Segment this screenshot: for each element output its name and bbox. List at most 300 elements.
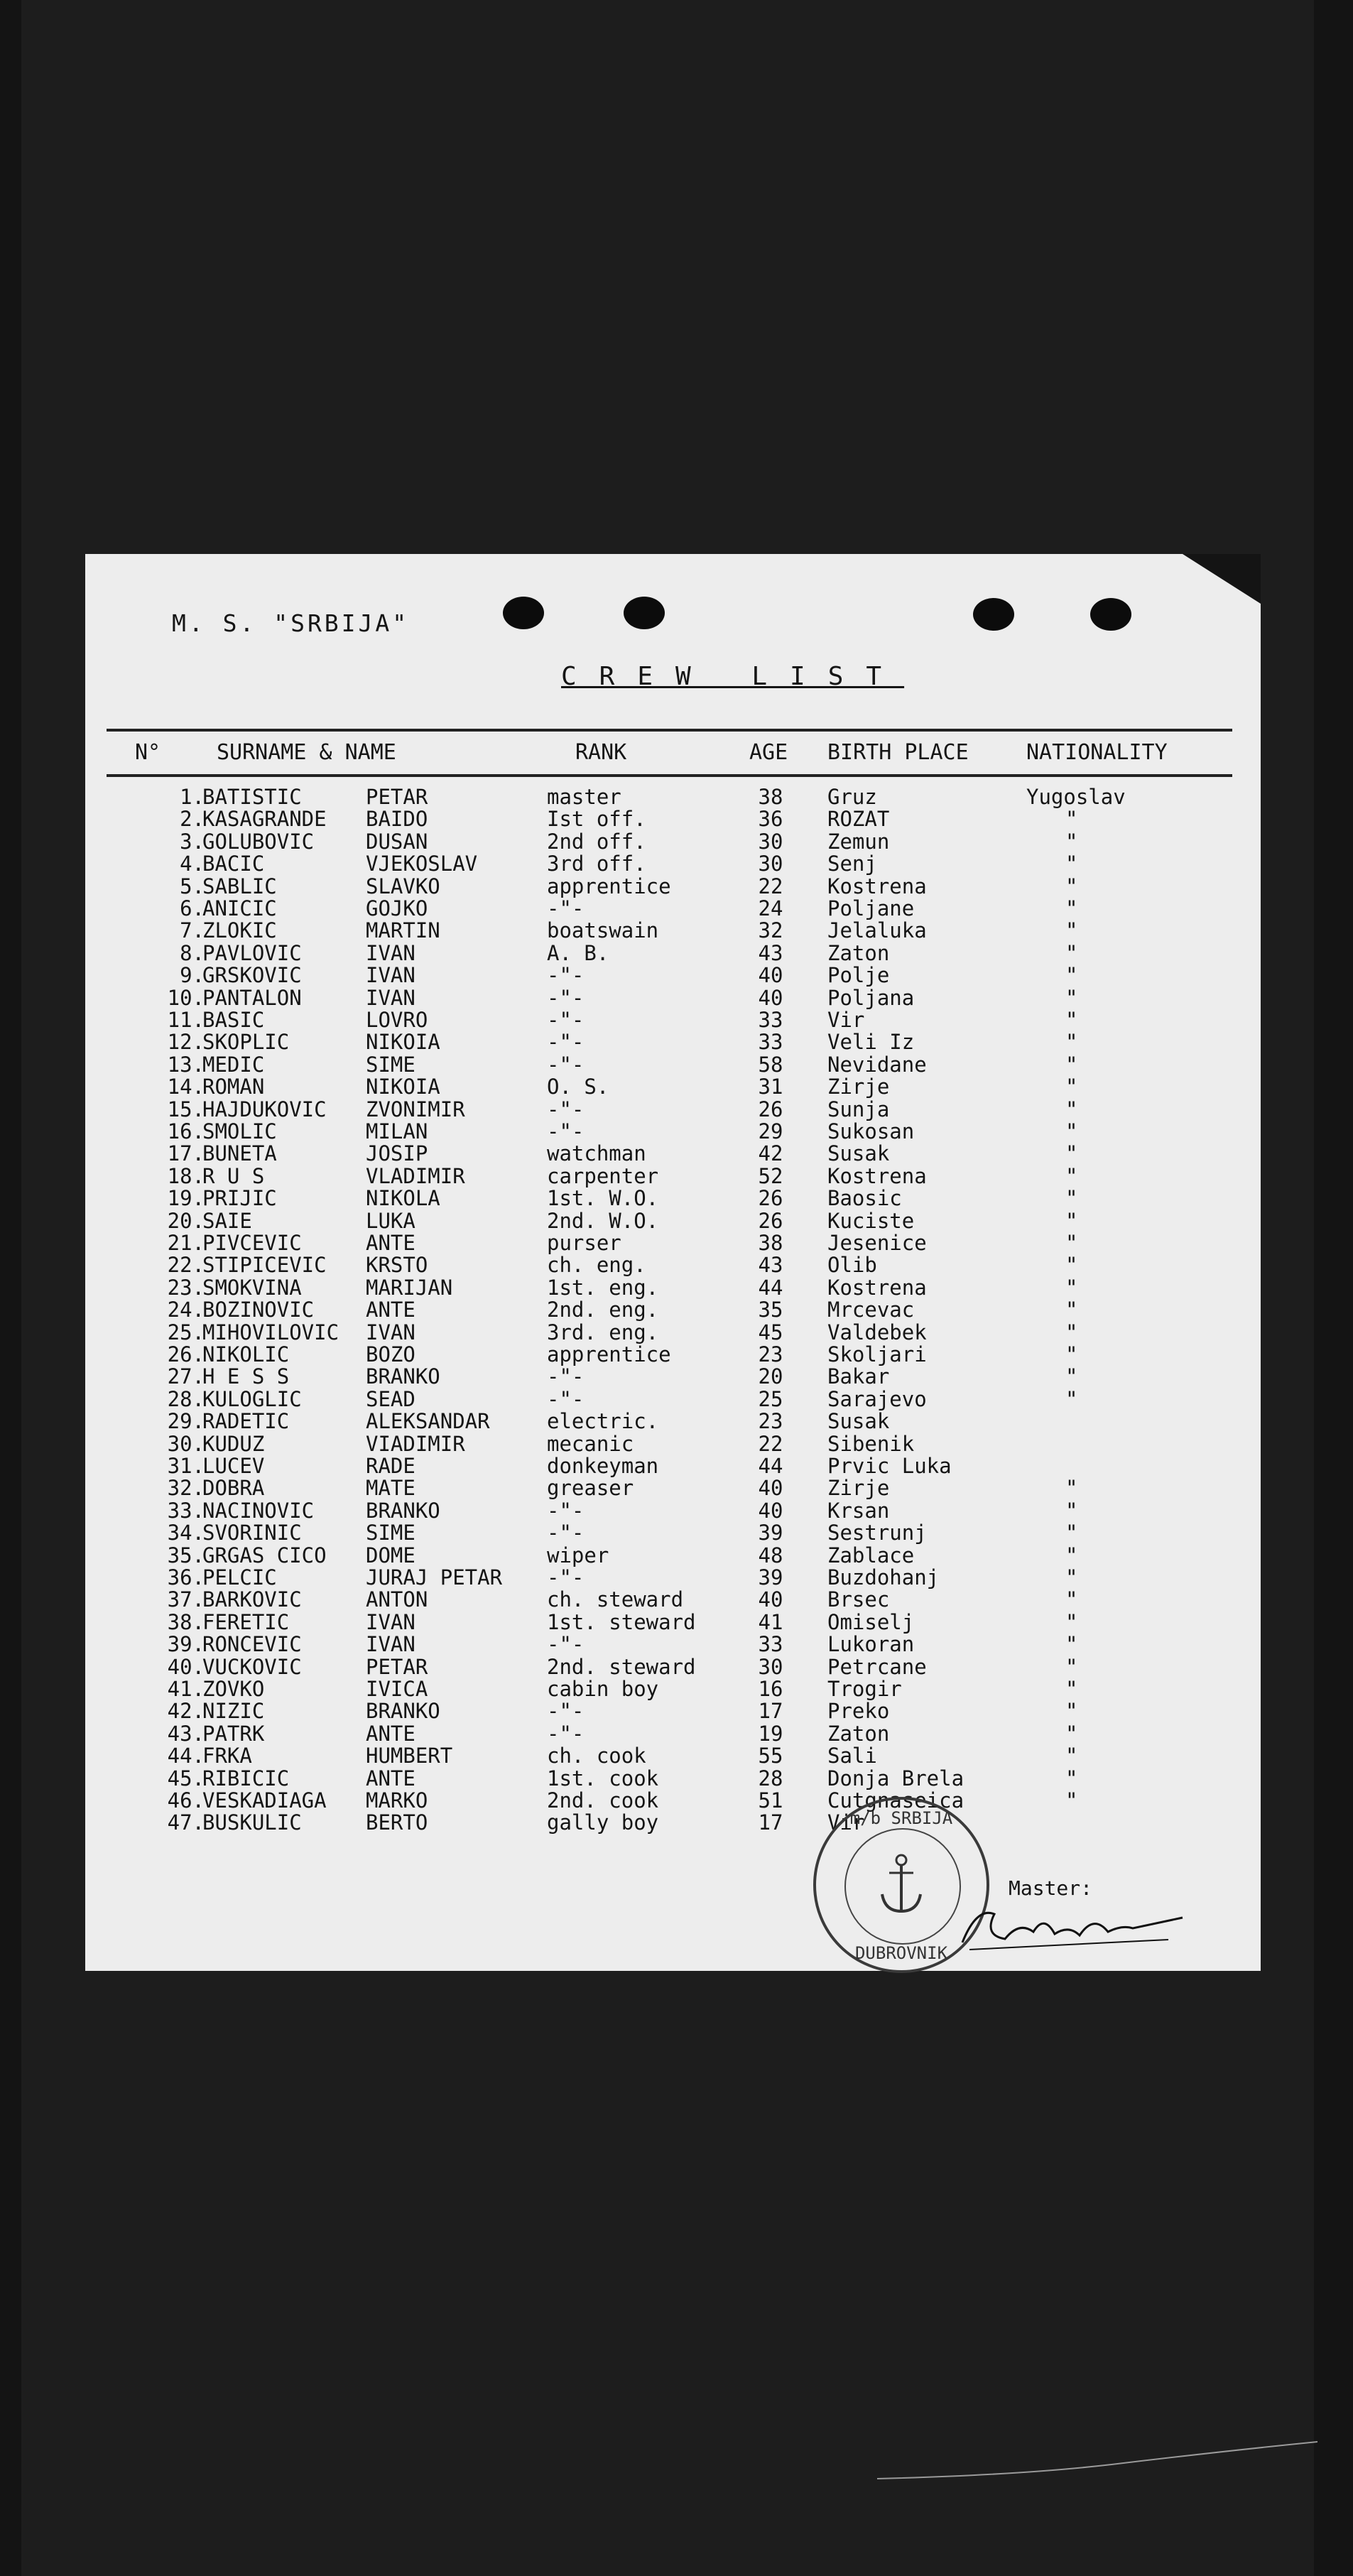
crew-row: [85, 1565, 1261, 1587]
crew-name: DOME: [366, 1543, 415, 1567]
crew-row: [85, 1788, 1261, 1813]
crew-age: 33: [758, 1008, 783, 1032]
crew-age: 30: [758, 1654, 783, 1679]
crew-number: 7.: [180, 918, 205, 943]
crew-number: 4.: [180, 852, 205, 876]
crew-name: ANTE: [366, 1721, 415, 1746]
crew-age: 42: [758, 1141, 783, 1166]
crew-number: 6.: [180, 896, 205, 920]
crew-rank: boatswain: [547, 918, 659, 943]
crew-birth-place: Jelaluka: [827, 918, 927, 943]
crew-name: VLADIMIR: [366, 1163, 465, 1188]
crew-name: GOJKO: [366, 896, 428, 920]
crew-row: [85, 918, 1261, 943]
crew-rank: cabin boy: [547, 1677, 659, 1701]
crew-surname: GOLUBOVIC: [202, 829, 315, 854]
crew-number: 31.: [167, 1454, 205, 1478]
crew-row: [85, 1141, 1261, 1166]
crew-age: 39: [758, 1521, 783, 1545]
crew-birth-place: Bakar: [827, 1364, 890, 1389]
crew-name: IVAN: [366, 963, 415, 988]
crew-age: 26: [758, 1208, 783, 1233]
crew-row: [85, 830, 1261, 852]
crew-nationality: ": [1065, 1030, 1078, 1055]
crew-name: MARKO: [366, 1788, 428, 1813]
crew-birth-place: Sunja: [827, 1097, 890, 1121]
crew-name: ZVONIMIR: [366, 1097, 465, 1121]
crew-row: [85, 1008, 1261, 1030]
crew-surname: SMOKVINA: [202, 1275, 302, 1300]
crew-rank: Ist off.: [547, 807, 646, 832]
crew-birth-place: Kostrena: [827, 874, 927, 898]
crew-rank: -"-: [547, 1565, 585, 1589]
crew-birth-place: Veli Iz: [827, 1030, 915, 1055]
crew-surname: PRIJIC: [202, 1186, 277, 1211]
crew-number: 44.: [167, 1744, 205, 1768]
crew-nationality: ": [1065, 1543, 1078, 1567]
crew-birth-place: Skoljari: [827, 1342, 927, 1366]
crew-birth-place: Donja Brela: [827, 1766, 965, 1790]
crew-surname: DOBRA: [202, 1476, 265, 1501]
crew-number: 39.: [167, 1632, 205, 1657]
crew-birth-place: Valdebek: [827, 1320, 927, 1344]
crew-age: 26: [758, 1097, 783, 1121]
crew-number: 3.: [180, 829, 205, 854]
crew-age: 30: [758, 829, 783, 854]
crew-row: [85, 874, 1261, 896]
crew-row: [85, 1454, 1261, 1476]
crew-row: [85, 1053, 1261, 1075]
crew-nationality: ": [1065, 1476, 1078, 1501]
crew-rank: 2nd off.: [547, 829, 646, 854]
crew-surname: RONCEVIC: [202, 1632, 302, 1657]
crew-rank: 3rd. eng.: [547, 1320, 659, 1344]
crew-surname: H E S S: [202, 1364, 290, 1389]
crew-name: ANTE: [366, 1766, 415, 1790]
crew-nationality: ": [1065, 1766, 1078, 1790]
crew-birth-place: Cutgnaseica: [827, 1788, 965, 1813]
crew-rank: apprentice: [547, 874, 671, 898]
header-rule-top: [107, 729, 1232, 732]
crew-surname: ANICIC: [202, 896, 277, 920]
crew-rank: master: [547, 785, 621, 809]
crew-surname: PATRK: [202, 1721, 265, 1746]
crew-birth-place: Zablace: [827, 1543, 915, 1567]
crew-rank: -"-: [547, 963, 585, 988]
crew-nationality: ": [1065, 1721, 1078, 1746]
crew-surname: NIZIC: [202, 1699, 265, 1724]
crew-number: 13.: [167, 1052, 205, 1077]
crew-number: 10.: [167, 985, 205, 1010]
crew-surname: BACIC: [202, 852, 265, 876]
crew-nationality: ": [1065, 1632, 1078, 1657]
crew-rank: 2nd. eng.: [547, 1298, 659, 1322]
crew-birth-place: Mrcevac: [827, 1298, 915, 1322]
crew-surname: KUDUZ: [202, 1431, 265, 1456]
crew-number: 33.: [167, 1498, 205, 1523]
crew-name: RADE: [366, 1454, 415, 1478]
crew-birth-place: Zirje: [827, 1075, 890, 1099]
crew-nationality: ": [1065, 1364, 1078, 1389]
crew-number: 42.: [167, 1699, 205, 1724]
crew-number: 20.: [167, 1208, 205, 1233]
crew-row: [85, 1186, 1261, 1211]
crew-row: [85, 1231, 1261, 1253]
crew-number: 29.: [167, 1409, 205, 1434]
crew-number: 28.: [167, 1386, 205, 1411]
crew-birth-place: Omiselj: [827, 1609, 915, 1634]
crew-name: PETAR: [366, 1654, 428, 1679]
crew-row: [85, 1677, 1261, 1699]
crew-birth-place: ROZAT: [827, 807, 890, 832]
crew-number: 5.: [180, 874, 205, 898]
crew-rank: -"-: [547, 985, 585, 1010]
crew-name: ALEKSANDAR: [366, 1409, 490, 1434]
crew-age: 43: [758, 1253, 783, 1278]
crew-age: 44: [758, 1275, 783, 1300]
crew-surname: ZLOKIC: [202, 918, 277, 943]
crew-rank: 2nd. cook: [547, 1788, 659, 1813]
crew-birth-place: Kuciste: [827, 1208, 915, 1233]
crew-birth-place: Vir: [827, 1810, 865, 1835]
crew-birth-place: Preko: [827, 1699, 890, 1724]
crew-age: 20: [758, 1364, 783, 1389]
crew-nationality: ": [1065, 1208, 1078, 1233]
crew-name: IVAN: [366, 940, 415, 965]
crew-surname: GRGAS CICO: [202, 1543, 327, 1567]
crew-surname: SMOLIC: [202, 1119, 277, 1143]
crew-name: MARTIN: [366, 918, 440, 943]
crew-name: BRANKO: [366, 1498, 440, 1523]
crew-name: JURAJ PETAR: [366, 1565, 503, 1589]
crew-age: 24: [758, 896, 783, 920]
crew-age: 40: [758, 1498, 783, 1523]
crew-birth-place: Sali: [827, 1744, 877, 1768]
crew-row: [85, 1097, 1261, 1119]
crew-row: [85, 1632, 1261, 1657]
crew-row: [85, 1209, 1261, 1231]
crew-name: IVAN: [366, 985, 415, 1010]
crew-rank: 3rd off.: [547, 852, 646, 876]
crew-age: 17: [758, 1810, 783, 1835]
crew-row: [85, 896, 1261, 918]
crew-surname: LUCEV: [202, 1454, 265, 1478]
crew-number: 43.: [167, 1721, 205, 1746]
crew-birth-place: Nevidane: [827, 1052, 927, 1077]
crew-name: BAIDO: [366, 807, 428, 832]
crew-birth-place: Sibenik: [827, 1431, 915, 1456]
crew-number: 34.: [167, 1521, 205, 1545]
crew-rank: mecanic: [547, 1431, 634, 1456]
crew-nationality: ": [1065, 1275, 1078, 1300]
crew-rank: -"-: [547, 1364, 585, 1389]
crew-number: 40.: [167, 1654, 205, 1679]
crew-row: [85, 941, 1261, 963]
crew-nationality: ": [1065, 1609, 1078, 1634]
crew-surname: MIHOVILOVIC: [202, 1320, 339, 1344]
header-birth-place: BIRTH PLACE: [827, 740, 969, 765]
stamp-top-text: m/b SRBIJA: [849, 1808, 953, 1828]
crew-rank: -"-: [547, 1052, 585, 1077]
crew-rank: watchman: [547, 1141, 646, 1166]
crew-row: [85, 1699, 1261, 1724]
crew-nationality: ": [1065, 1699, 1078, 1724]
header-rank: RANK: [575, 740, 627, 765]
crew-name: MILAN: [366, 1119, 428, 1143]
crew-name: DUSAN: [366, 829, 428, 854]
crew-row: [85, 1119, 1261, 1141]
crew-rank: 1st. W.O.: [547, 1186, 659, 1211]
crew-row: [85, 1810, 1261, 1835]
crew-surname: KASAGRANDE: [202, 807, 327, 832]
crew-surname: SAIE: [202, 1208, 252, 1233]
crew-age: 51: [758, 1788, 783, 1813]
crew-age: 39: [758, 1565, 783, 1589]
crew-birth-place: Buzdohanj: [827, 1565, 940, 1589]
punch-hole: [503, 597, 544, 629]
crew-age: 22: [758, 1431, 783, 1456]
crew-surname: STIPICEVIC: [202, 1253, 327, 1278]
crew-surname: R U S: [202, 1163, 265, 1188]
crew-row: [85, 1587, 1261, 1612]
crew-rank: -"-: [547, 1521, 585, 1545]
crew-surname: BUSKULIC: [202, 1810, 302, 1835]
crew-nationality: ": [1065, 1498, 1078, 1523]
crew-rank: 2nd. steward: [547, 1654, 696, 1679]
crew-rank: 1st. eng.: [547, 1275, 659, 1300]
crew-rank: 1st. steward: [547, 1609, 696, 1634]
crew-row: [85, 852, 1261, 874]
crew-surname: ZOVKO: [202, 1677, 265, 1701]
crew-number: 37.: [167, 1587, 205, 1612]
master-signature: [955, 1893, 1190, 1957]
crew-name: NIKOIA: [366, 1075, 440, 1099]
crew-number: 9.: [180, 963, 205, 988]
crew-name: ANTE: [366, 1298, 415, 1322]
crew-surname: FERETIC: [202, 1609, 290, 1634]
crew-rank: -"-: [547, 1386, 585, 1411]
header-rule-bottom: [107, 774, 1232, 777]
crew-rank: -"-: [547, 1699, 585, 1724]
crew-rank: -"-: [547, 1721, 585, 1746]
crew-nationality: ": [1065, 1097, 1078, 1121]
crew-nationality: ": [1065, 807, 1078, 832]
crew-number: 17.: [167, 1141, 205, 1166]
crew-age: 44: [758, 1454, 783, 1478]
scanner-scratch: [877, 2436, 1317, 2486]
crew-number: 46.: [167, 1788, 205, 1813]
crew-number: 30.: [167, 1431, 205, 1456]
crew-number: 12.: [167, 1030, 205, 1055]
crew-rank: -"-: [547, 1008, 585, 1032]
crew-row: [85, 1030, 1261, 1055]
crew-surname: ROMAN: [202, 1075, 265, 1099]
crew-surname: GRSKOVIC: [202, 963, 302, 988]
crew-name: BRANKO: [366, 1364, 440, 1389]
punch-hole: [973, 598, 1014, 631]
crew-surname: VUCKOVIC: [202, 1654, 302, 1679]
crew-birth-place: Vir: [827, 1008, 865, 1032]
crew-nationality: ": [1065, 1186, 1078, 1211]
crew-rank: apprentice: [547, 1342, 671, 1366]
crew-surname: SVORINIC: [202, 1521, 302, 1545]
crew-age: 19: [758, 1721, 783, 1746]
crew-age: 40: [758, 985, 783, 1010]
crew-row: [85, 1610, 1261, 1632]
crew-birth-place: Baosic: [827, 1186, 902, 1211]
crew-number: 15.: [167, 1097, 205, 1121]
crew-nationality: ": [1065, 1521, 1078, 1545]
crew-birth-place: Poljane: [827, 896, 915, 920]
crew-birth-place: Susak: [827, 1409, 890, 1434]
crew-nationality: ": [1065, 1298, 1078, 1322]
crew-age: 40: [758, 1476, 783, 1501]
crew-name: BERTO: [366, 1810, 428, 1835]
crew-row: [85, 1499, 1261, 1521]
crew-nationality: ": [1065, 1141, 1078, 1166]
crew-row: [85, 1164, 1261, 1186]
crew-number: 19.: [167, 1186, 205, 1211]
crew-birth-place: Sukosan: [827, 1119, 915, 1143]
crew-birth-place: Zaton: [827, 940, 890, 965]
crew-row: [85, 1298, 1261, 1320]
crew-surname: SKOPLIC: [202, 1030, 290, 1055]
crew-row: [85, 1276, 1261, 1298]
crew-birth-place: Prvic Luka: [827, 1454, 952, 1478]
crew-row: [85, 1543, 1261, 1565]
crew-age: 40: [758, 1587, 783, 1612]
crew-age: 35: [758, 1298, 783, 1322]
header-no: N°: [135, 740, 161, 765]
crew-name: NIKOIA: [366, 1030, 440, 1055]
crew-list-document: [85, 554, 1261, 1971]
crew-age: 36: [758, 807, 783, 832]
crew-rank: -"-: [547, 1097, 585, 1121]
crew-surname: BOZINOVIC: [202, 1298, 315, 1322]
crew-age: 48: [758, 1543, 783, 1567]
crew-nationality: Yugoslav: [1026, 785, 1126, 809]
crew-age: 30: [758, 852, 783, 876]
crew-name: PETAR: [366, 785, 428, 809]
crew-rank: -"-: [547, 1119, 585, 1143]
crew-surname: BUNETA: [202, 1141, 277, 1166]
crew-row: [85, 1744, 1261, 1766]
stamp-bottom-text: DUBROVNIK: [854, 1943, 948, 1963]
crew-row: [85, 1409, 1261, 1434]
crew-birth-place: Lukoran: [827, 1632, 915, 1657]
crew-nationality: ": [1065, 829, 1078, 854]
crew-surname: FRKA: [202, 1744, 252, 1768]
crew-row: [85, 1387, 1261, 1409]
crew-name: LOVRO: [366, 1008, 428, 1032]
crew-birth-place: Zirje: [827, 1476, 890, 1501]
ship-name: M. S. "SRBIJA": [172, 609, 410, 637]
crew-birth-place: Jesenice: [827, 1231, 927, 1255]
crew-age: 23: [758, 1409, 783, 1434]
crew-birth-place: Kostrena: [827, 1275, 927, 1300]
crew-row: [85, 1521, 1261, 1543]
crew-rank: wiper: [547, 1543, 609, 1567]
crew-birth-place: Zemun: [827, 829, 890, 854]
crew-nationality: ": [1065, 1587, 1078, 1612]
crew-surname: RADETIC: [202, 1409, 290, 1434]
crew-number: 36.: [167, 1565, 205, 1589]
crew-nationality: ": [1065, 1342, 1078, 1366]
crew-age: 38: [758, 785, 783, 809]
header-age: AGE: [749, 740, 788, 765]
crew-surname: MEDIC: [202, 1052, 265, 1077]
crew-nationality: ": [1065, 1386, 1078, 1411]
crew-birth-place: Zaton: [827, 1721, 890, 1746]
crew-name: HUMBERT: [366, 1744, 453, 1768]
crew-number: 26.: [167, 1342, 205, 1366]
crew-number: 25.: [167, 1320, 205, 1344]
crew-surname: VESKADIAGA: [202, 1788, 327, 1813]
crew-row: [85, 1342, 1261, 1364]
crew-birth-place: Brsec: [827, 1587, 890, 1612]
crew-nationality: ": [1065, 985, 1078, 1010]
crew-age: 43: [758, 940, 783, 965]
crew-row: [85, 1766, 1261, 1788]
crew-nationality: ": [1065, 852, 1078, 876]
crew-row: [85, 986, 1261, 1008]
header-surname-name: SURNAME & NAME: [217, 740, 396, 765]
crew-number: 27.: [167, 1364, 205, 1389]
crew-number: 22.: [167, 1253, 205, 1278]
crew-age: 55: [758, 1744, 783, 1768]
crew-number: 23.: [167, 1275, 205, 1300]
crew-rank: ch. steward: [547, 1587, 684, 1612]
crew-name: MATE: [366, 1476, 415, 1501]
crew-birth-place: Olib: [827, 1253, 877, 1278]
crew-surname: PELCIC: [202, 1565, 277, 1589]
crew-birth-place: Gruz: [827, 785, 877, 809]
punch-hole: [624, 597, 665, 629]
crew-name: NIKOLA: [366, 1186, 440, 1211]
crew-nationality: ": [1065, 918, 1078, 943]
crew-name: SLAVKO: [366, 874, 440, 898]
crew-age: 45: [758, 1320, 783, 1344]
punch-hole: [1090, 598, 1131, 631]
crew-age: 33: [758, 1632, 783, 1657]
torn-corner: [1183, 554, 1261, 604]
crew-age: 31: [758, 1075, 783, 1099]
anchor-icon: [876, 1853, 926, 1917]
crew-nationality: ": [1065, 874, 1078, 898]
crew-surname: SABLIC: [202, 874, 277, 898]
crew-nationality: ": [1065, 1654, 1078, 1679]
crew-row: [85, 785, 1261, 807]
crew-number: 18.: [167, 1163, 205, 1188]
document-title: CREW LIST: [561, 662, 905, 691]
crew-number: 47.: [167, 1810, 205, 1835]
crew-name: ANTE: [366, 1231, 415, 1255]
crew-name: SIME: [366, 1052, 415, 1077]
crew-rank: gally boy: [547, 1810, 659, 1835]
crew-birth-place: Poljana: [827, 985, 915, 1010]
crew-rank: donkeyman: [547, 1454, 659, 1478]
crew-age: 52: [758, 1163, 783, 1188]
crew-name: IVAN: [366, 1609, 415, 1634]
crew-surname: RIBICIC: [202, 1766, 290, 1790]
crew-surname: BASIC: [202, 1008, 265, 1032]
crew-age: 25: [758, 1386, 783, 1411]
crew-rank: -"-: [547, 1030, 585, 1055]
crew-nationality: ": [1065, 1253, 1078, 1278]
crew-row: [85, 807, 1261, 832]
crew-row: [85, 1432, 1261, 1454]
crew-name: IVICA: [366, 1677, 428, 1701]
